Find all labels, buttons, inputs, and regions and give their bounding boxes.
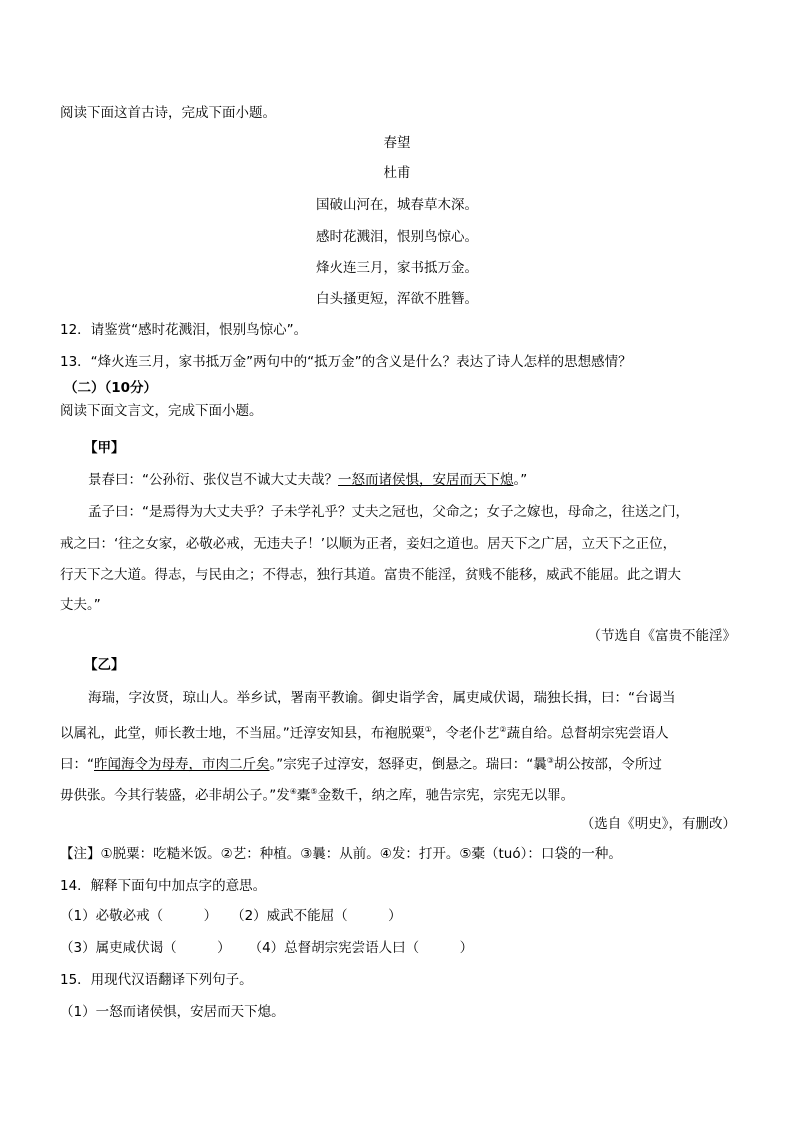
passage-b-line <box>60 752 662 774</box>
text: 橐 <box>296 787 311 804</box>
sub-question: （2）威武不能屈（ ） <box>231 908 402 924</box>
underlined-sentence: 昨闻海令为母寿，市肉二斤矣 <box>94 756 270 773</box>
footnote-mark: ⑤ <box>310 787 318 796</box>
footnote-mark: ④ <box>289 787 297 796</box>
passage-b-source: （选自《明史》，有删改） <box>580 816 736 832</box>
prose-intro: 阅读下面文言文，完成下面小题。 <box>60 403 263 419</box>
question-14: 14．解释下面句中加点字的意思。 <box>60 878 267 894</box>
passage-b-line <box>60 721 669 743</box>
sub-question: （3）属吏咸伏谒（ ） <box>60 940 231 956</box>
text: 以属礼，此堂，师长教士地，不当屈。”迁淳安知县，布袍脱粟 <box>60 725 425 742</box>
sub-question: （4）总督胡宗宪尝语人曰（ ） <box>248 940 474 956</box>
passage-a-line <box>88 471 527 489</box>
poem-author: 杜甫 <box>383 165 411 181</box>
passage-b-line <box>60 783 574 805</box>
poem-line: 白头搔更短，浑欲不胜簪。 <box>316 291 478 307</box>
text: 胡公按部，令所过 <box>553 756 662 773</box>
poem-line: 感时花溅泪，恨别鸟惊心。 <box>316 229 478 245</box>
passage-a-label: 【甲】 <box>84 440 125 456</box>
text: 曰：“ <box>60 756 94 773</box>
passage-b-label: 【乙】 <box>84 657 125 673</box>
question-14-row <box>60 907 402 925</box>
text: 蔬自给。总督胡宗宪尝语人 <box>506 725 669 742</box>
footnote-mark: ② <box>499 725 507 734</box>
question-15: 15．用现代汉语翻译下列句子。 <box>60 972 253 988</box>
text: 金数千，纳之库，驰告宗宪，宗宪无以罪。 <box>317 787 575 804</box>
sub-question: （1）必敬必戒（ ） <box>60 908 218 924</box>
passage-a-source: （节选自《富贵不能淫》 <box>587 628 736 644</box>
text: 毋供张。今其行装盛，必非胡公子。”发 <box>60 787 290 804</box>
poem-line: 烽火连三月，家书抵万金。 <box>316 260 478 276</box>
passage-a-line: 孟子曰：“是焉得为大丈夫乎？子未学礼乎？丈夫之冠也，父命之；女子之嫁也，母命之，往送之门， <box>88 504 689 520</box>
question-13: 13．“烽火连三月，家书抵万金”两句中的“抵万金”的含义是什么？表达了诗人怎样的思想感情？ <box>60 354 632 370</box>
passage-b-line: 海瑞，字汝贤，琼山人。举乡试，署南平教谕。御史诣学舍，属吏咸伏谒，瑞独长揖，曰：“台谒当 <box>88 690 676 706</box>
question-12: 12．请鉴赏“感时花溅泪，恨别鸟惊心”。 <box>60 322 308 338</box>
footnote-mark: ① <box>424 725 432 734</box>
underlined-sentence: 一怒而诸侯惧，安居而天下熄 <box>338 472 514 488</box>
text: 。” <box>513 472 528 488</box>
annotation-note: 【注】①脱粟：吃糙米饭。②艺：种植。③曩：从前。④发：打开。⑤橐（tuó）：口袋的一种。 <box>60 846 622 862</box>
poem-intro: 阅读下面这首古诗，完成下面小题。 <box>60 105 276 121</box>
section-heading: （二）（10分） <box>64 380 158 396</box>
text: ，令老仆艺 <box>431 725 500 742</box>
poem-line: 国破山河在，城春草木深。 <box>316 197 478 213</box>
question-14-row <box>60 939 473 957</box>
poem-title: 春望 <box>383 135 411 151</box>
text: 景春曰：“公孙衍、张仪岂不诚大丈夫哉？ <box>88 472 338 488</box>
text: 。”宗宪子过淳安，怒驿吏，倒悬之。瑞曰：“曩 <box>269 756 547 773</box>
passage-a-line: 丈夫。” <box>60 597 101 613</box>
passage-a-line: 行天下之大道。得志，与民由之；不得志，独行其道。富贵不能淫，贫贱不能移，威武不能屈。此之谓大 <box>60 567 681 583</box>
passage-a-line: 戒之曰：‘往之女家，必敬必戒，无违夫子！’以顺为正者，妾妇之道也。居天下之广居，立天下之正位， <box>60 536 677 552</box>
sub-question: （1）一怒而诸侯惧，安居而天下熄。 <box>60 1004 285 1020</box>
footnote-mark: ③ <box>546 756 554 765</box>
